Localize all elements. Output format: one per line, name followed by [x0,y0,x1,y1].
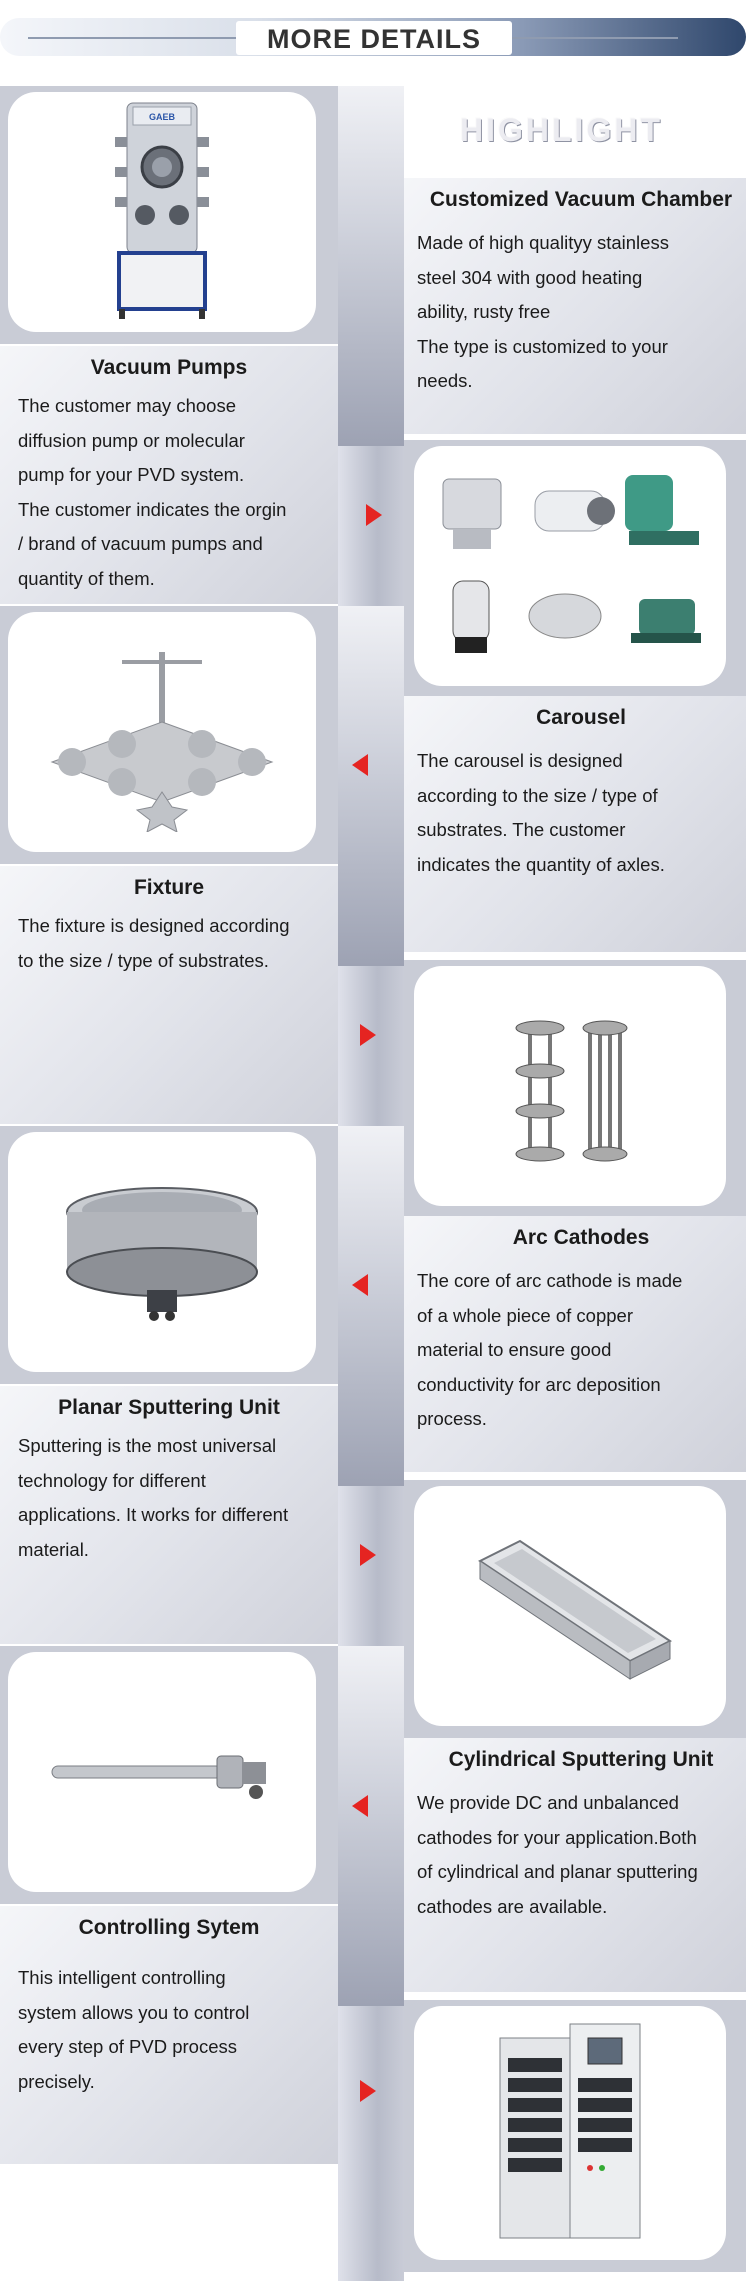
carousel-title: Carousel [536,706,626,729]
fixture-text-panel [0,866,338,1124]
fixture-description: The fixture is designed according to the size / type of substrates. [18,915,290,971]
controlling-system-text-panel [0,1906,338,2164]
control-cabinet-image [414,2006,726,2260]
fixture-title: Fixture [133,876,204,899]
vacuum-pumps-text-panel [0,346,338,604]
cylindrical-sputtering-title: Cylindrical Sputtering Unit [448,1748,714,1771]
vacuum-chamber-image [8,92,316,332]
vacuum-pumps-description: The customer may choose diffusion pump or molecular pump for your PVD system. The customer indicates the orgin / brand of vacuum pumps and quantity of them. [18,395,287,589]
cylindrical-sputtering-description: We provide DC and unbalanced cathodes for your application.Both of cylindrical and planar sputtering cathodes are available. [417,1792,698,1917]
page-title: MORE DETAILS [236,21,512,55]
arc-cathodes-text-panel [404,1216,746,1472]
controlling-system-photo-panel [404,2000,746,2272]
planar-sputtering-description: Sputtering is the most universal technology for different applications. It works for different material. [18,1435,289,1560]
vacuum-pumps-photo-panel [404,440,746,698]
carousel-image [8,612,316,852]
spine-fold [338,86,404,446]
carousel-description: The carousel is designed according to the size / type of substrates. The customer indicates the quantity of axles. [417,750,665,875]
arc-cathodes-description: The core of arc cathode is made of a whole piece of copper material to ensure good conductivity for arc deposition process. [417,1270,683,1429]
arc-cathode-image [8,1132,316,1372]
carousel-text-panel [404,696,746,952]
spine-fold [338,1126,404,1486]
fixture-photo-panel [404,960,746,1218]
arrow-left-icon [352,1795,368,1817]
planar-sputtering-text-panel [0,1386,338,1644]
fixture-image [414,966,726,1206]
spine-fold [338,606,404,966]
cylindrical-sputtering-text-panel [404,1738,746,1992]
planar-sputtering-image [414,1486,726,1726]
arrow-right-icon [360,2080,376,2102]
arrow-right-icon [366,504,382,526]
arc-cathodes-photo-panel [0,1126,338,1384]
machine-brand-label: GAEB [148,112,176,122]
planar-sputtering-title: Planar Sputtering Unit [58,1396,280,1419]
spine-fold [338,1646,404,2006]
vacuum-chamber-text-panel [404,178,746,434]
vacuum-chamber-title: Customized Vacuum Chamber [429,188,733,211]
controlling-system-description: This intelligent controlling system allows you to control every step of PVD process precisely. [18,1967,250,2092]
vacuum-chamber-description: Made of high qualityy stainless steel 304 with good heating ability, rusty free The type is customized to your needs. [417,232,669,391]
arrow-right-icon [360,1024,376,1046]
cylindrical-sputtering-photo-panel [0,1646,338,1904]
arrow-left-icon [352,1274,368,1296]
arrow-left-icon [352,754,368,776]
carousel-photo-panel [0,606,338,864]
vacuum-pumps-image [414,446,726,686]
page-header [0,0,750,70]
highlight-heading: HIGHLIGHT [460,112,663,148]
arrow-right-icon [360,1544,376,1566]
vacuum-chamber-photo-panel [0,86,338,344]
controlling-system-title: Controlling Sytem [78,1916,260,1939]
cylindrical-sputtering-image [8,1652,316,1892]
arc-cathodes-title: Arc Cathodes [512,1226,650,1249]
planar-sputtering-photo-panel [404,1480,746,1738]
vacuum-pumps-title: Vacuum Pumps [90,356,248,379]
